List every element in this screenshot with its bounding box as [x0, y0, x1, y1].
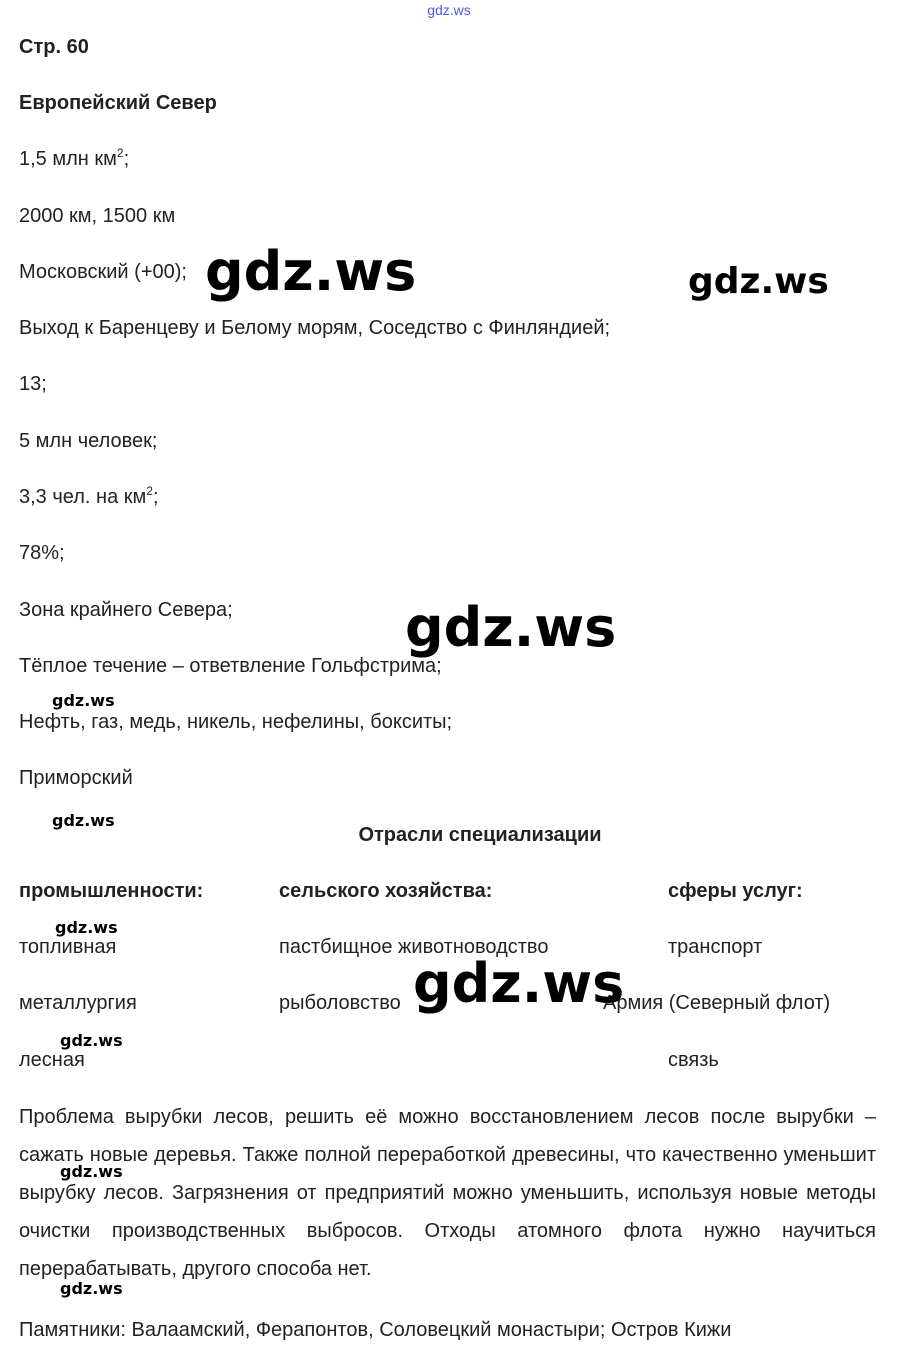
answer-area: 1,5 млн $км^2$; [19, 146, 130, 170]
list-item: металлургия [19, 992, 137, 1014]
answer-urban: 78%; [19, 542, 65, 564]
problems-paragraph: Проблема вырубки лесов, решить её можно восстановлением лесов после вырубки – сажать новые деревья. Также полной переработкой древесины, что качественно уменьшит вырубку лесов. Загрязнения от предприятий можно уменьшить, используя новые методы очистки производственных выбросов. Отходы атомного флота нужно научиться перерабатывать, другого способа нет. [19, 1106, 876, 1280]
watermark: gdz.ws [60, 1031, 123, 1050]
answer-population: 5 млн человек; [19, 430, 158, 452]
region-title: Европейский Север [19, 92, 217, 114]
answer-resources: Нефть, газ, медь, никель, нефелины, бокситы; [19, 711, 453, 733]
list-item: транспорт [668, 936, 763, 958]
column-header-agriculture: сельского хозяйства: [279, 880, 493, 902]
answer-position: Выход к Баренцеву и Белому морям, Соседство с Финляндией; [19, 317, 611, 339]
list-item: связь [668, 1049, 719, 1071]
watermark: gdz.ws [52, 811, 115, 830]
list-item: пастбищное животноводство [279, 936, 549, 958]
watermark: gdz.ws [60, 1162, 123, 1181]
answer-dimensions: 2000 км, 1500 км [19, 205, 176, 227]
column-header-services: сферы услуг: [668, 880, 803, 902]
watermark: gdz.ws [405, 596, 617, 659]
specialization-title: Отрасли специализации [358, 824, 602, 846]
monuments: Памятники: Валаамский, Ферапонтов, Соловецкий монастыри; Остров Кижи [19, 1319, 732, 1341]
column-header-industry: промышленности: [19, 880, 204, 902]
page-number: Стр. 60 [19, 36, 89, 58]
answer-subjects: 13; [19, 373, 47, 395]
list-item: Армия (Северный флот) [603, 992, 831, 1014]
watermark-top: gdz.ws [427, 2, 471, 18]
watermark: gdz.ws [688, 261, 829, 302]
list-item: топливная [19, 936, 117, 958]
answer-zone: Зона крайнего Севера; [19, 599, 233, 621]
answer-density: 3,3 чел. на $км^2$; [19, 484, 159, 508]
watermark: gdz.ws [413, 952, 625, 1015]
watermark: gdz.ws [55, 918, 118, 937]
list-item: рыболовство [279, 992, 401, 1014]
answer-current: Тёплое течение – ответвление Гольфстрима; [19, 655, 442, 677]
watermark: gdz.ws [60, 1279, 123, 1298]
watermark: gdz.ws [52, 691, 115, 710]
list-item: лесная [19, 1049, 85, 1071]
answer-type: Приморский [19, 767, 133, 789]
watermark: gdz.ws [205, 240, 417, 303]
answer-timezone: Московский (+00); [19, 261, 187, 283]
